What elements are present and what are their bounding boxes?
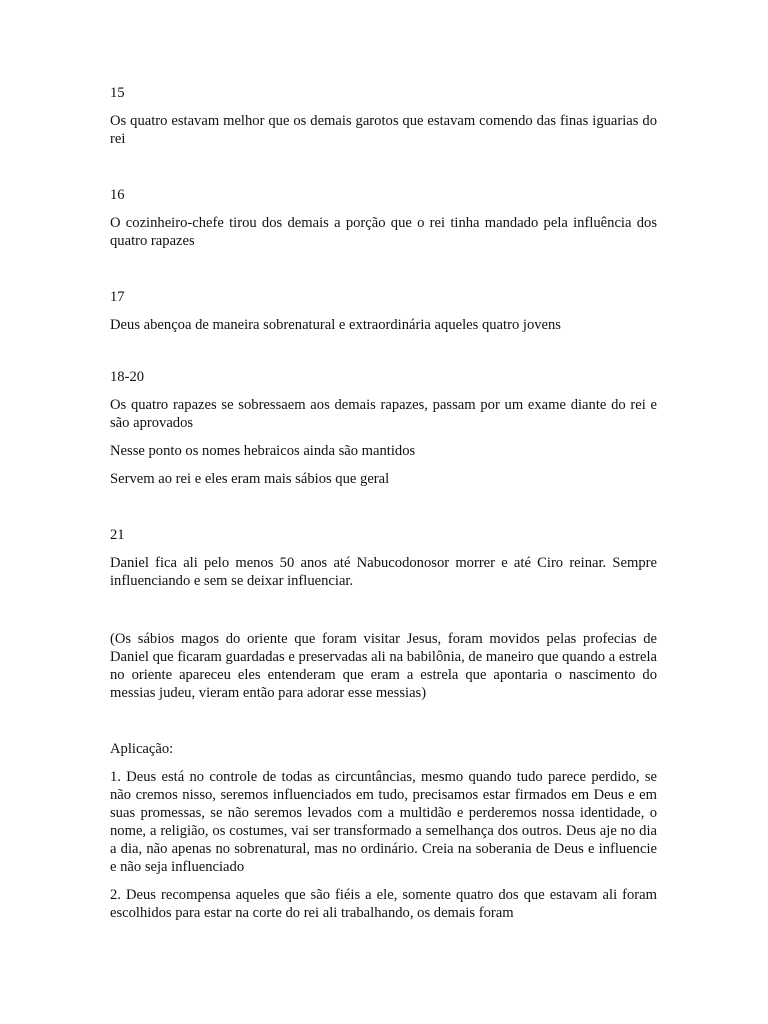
- verse-18-20-text-1: Os quatro rapazes se sobressaem aos demais rapazes, passam por um exame diante do rei e são aprovados: [110, 397, 657, 431]
- application-item-2: 2. Deus recompensa aqueles que são fiéis a ele, somente quatro dos que estavam ali foram escolhidos para estar na corte do rei ali trabalhando, os demais foram: [110, 887, 657, 921]
- verse-18-20-text-3: Servem ao rei e eles eram mais sábios que geral: [110, 471, 390, 487]
- verse-number-16: 16: [110, 187, 125, 203]
- verse-15-text: Os quatro estavam melhor que os demais garotos que estavam comendo das finas iguarias do rei: [110, 113, 657, 147]
- verse-21-text: Daniel fica ali pelo menos 50 anos até Nabucodonosor morrer e até Ciro reinar. Sempre influenciando e sem se deixar influenciar.: [110, 555, 657, 589]
- magi-note: (Os sábios magos do oriente que foram visitar Jesus, foram movidos pelas profecias de Daniel que ficaram guardadas e preservadas ali na babilônia, de maneiro que quando a estrela no oriente apareceu eles entenderam que eram a estrela que apontaria o nascimento do messias judeu, vieram então para adorar esse messias): [110, 631, 657, 701]
- verse-number-21: 21: [110, 527, 125, 543]
- application-item-1: 1. Deus está no controle de todas as circuntâncias, mesmo quando tudo parece perdido, se não cremos nisso, seremos influenciados em tudo, precisamos estar firmados em Deus e em suas promessas, se não seremos levados com a multidão e perderemos nossa identidade, o nome, a religião, os costumes, vai ser transformado a semelhança dos outros. Deus aje no dia a dia, não apenas no sobrenatural, mas no ordinário. Creia na soberania de Deus e influencie e não seja influenciado: [110, 769, 657, 875]
- verse-17-text: Deus abençoa de maneira sobrenatural e extraordinária aqueles quatro jovens: [110, 317, 561, 333]
- document-page: [110, 84, 657, 932]
- verse-16-text: O cozinheiro-chefe tirou dos demais a porção que o rei tinha mandado pela influência dos quatro rapazes: [110, 215, 657, 249]
- verse-number-17: 17: [110, 289, 125, 305]
- verse-number-18-20: 18-20: [110, 369, 145, 385]
- verse-18-20-text-2: Nesse ponto os nomes hebraicos ainda são mantidos: [110, 443, 416, 459]
- application-heading: Aplicação:: [110, 741, 174, 757]
- verse-number-15: 15: [110, 85, 125, 101]
